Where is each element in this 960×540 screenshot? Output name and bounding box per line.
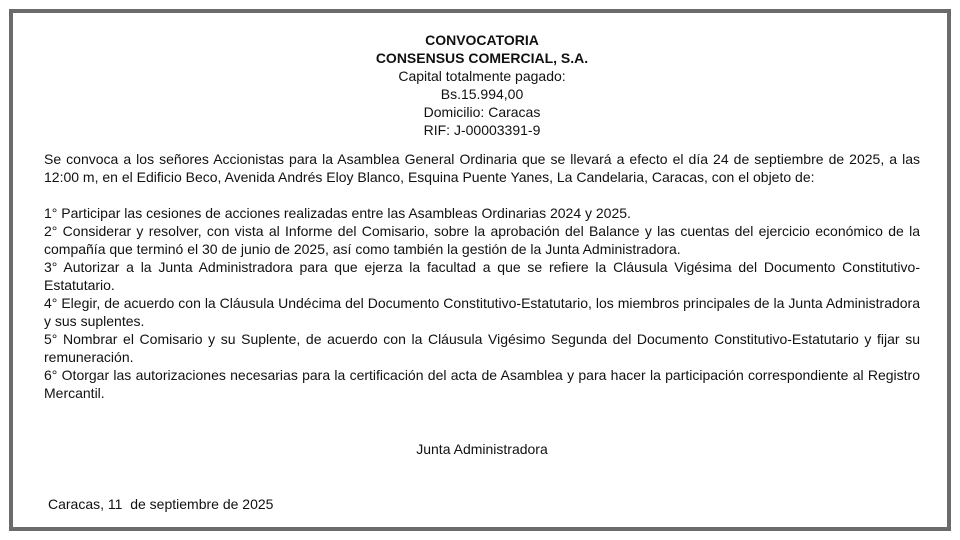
capital-label: Capital totalmente pagado: [398,68,566,84]
agenda-list [44,204,920,402]
rif-number: RIF: J-00003391-9 [423,122,541,138]
agenda-item-6: 6° Otorgar las autorizaciones necesarias para la certificación del acta de Asamblea y para hacer la participación correspondiente al Registro Mercantil. [44,367,920,401]
agenda-item-1: 1° Participar las cesiones de acciones realizadas entre las Asambleas Ordinarias 2024 y 2025. [44,205,631,221]
agenda-item-2: 2° Considerar y resolver, con vista al Informe del Comisario, sobre la aprobación del Balance y las cuentas del ejercicio económico de la compañía que terminó el 30 de junio de 2025, así como también la gestión de la Junta Administradora. [44,223,920,257]
notice-title: CONVOCATORIA [425,32,539,48]
agenda-item-5: 5° Nombrar el Comisario y su Suplente, de acuerdo con la Cláusula Vigésimo Segunda del Documento Constitutivo-Estatutario y fijar su remuneración. [44,331,920,365]
domicile: Domicilio: Caracas [423,104,541,120]
agenda-item-3: 3° Autorizar a la Junta Administradora para que ejerza la facultad a que se refiere la Cláusula Vigésima del Documento Constitutivo-Estatutario. [44,259,920,293]
agenda-item-4: 4° Elegir, de acuerdo con la Cláusula Undécima del Documento Constitutivo-Estatutario, los miembros principales de la Junta Administradora y sus suplentes. [44,295,920,329]
capital-amount: Bs.15.994,00 [440,86,524,102]
notice-frame [9,9,951,531]
company-name: CONSENSUS COMERCIAL, S.A. [375,50,589,66]
signature: Junta Administradora [416,441,548,457]
notice-header [44,31,920,139]
notice-content [44,31,920,512]
date-line: Caracas, 11 de septiembre de 2025 [48,496,274,512]
intro-paragraph: Se convoca a los señores Accionistas para la Asamblea General Ordinaria que se llevará a efecto el día 24 de septiembre de 2025, a las 12:00 m, en el Edificio Beco, Avenida Andrés Eloy Blanco, Esquina Puente Yanes, La Candelaria, Caracas, con el objeto de: [44,151,920,185]
